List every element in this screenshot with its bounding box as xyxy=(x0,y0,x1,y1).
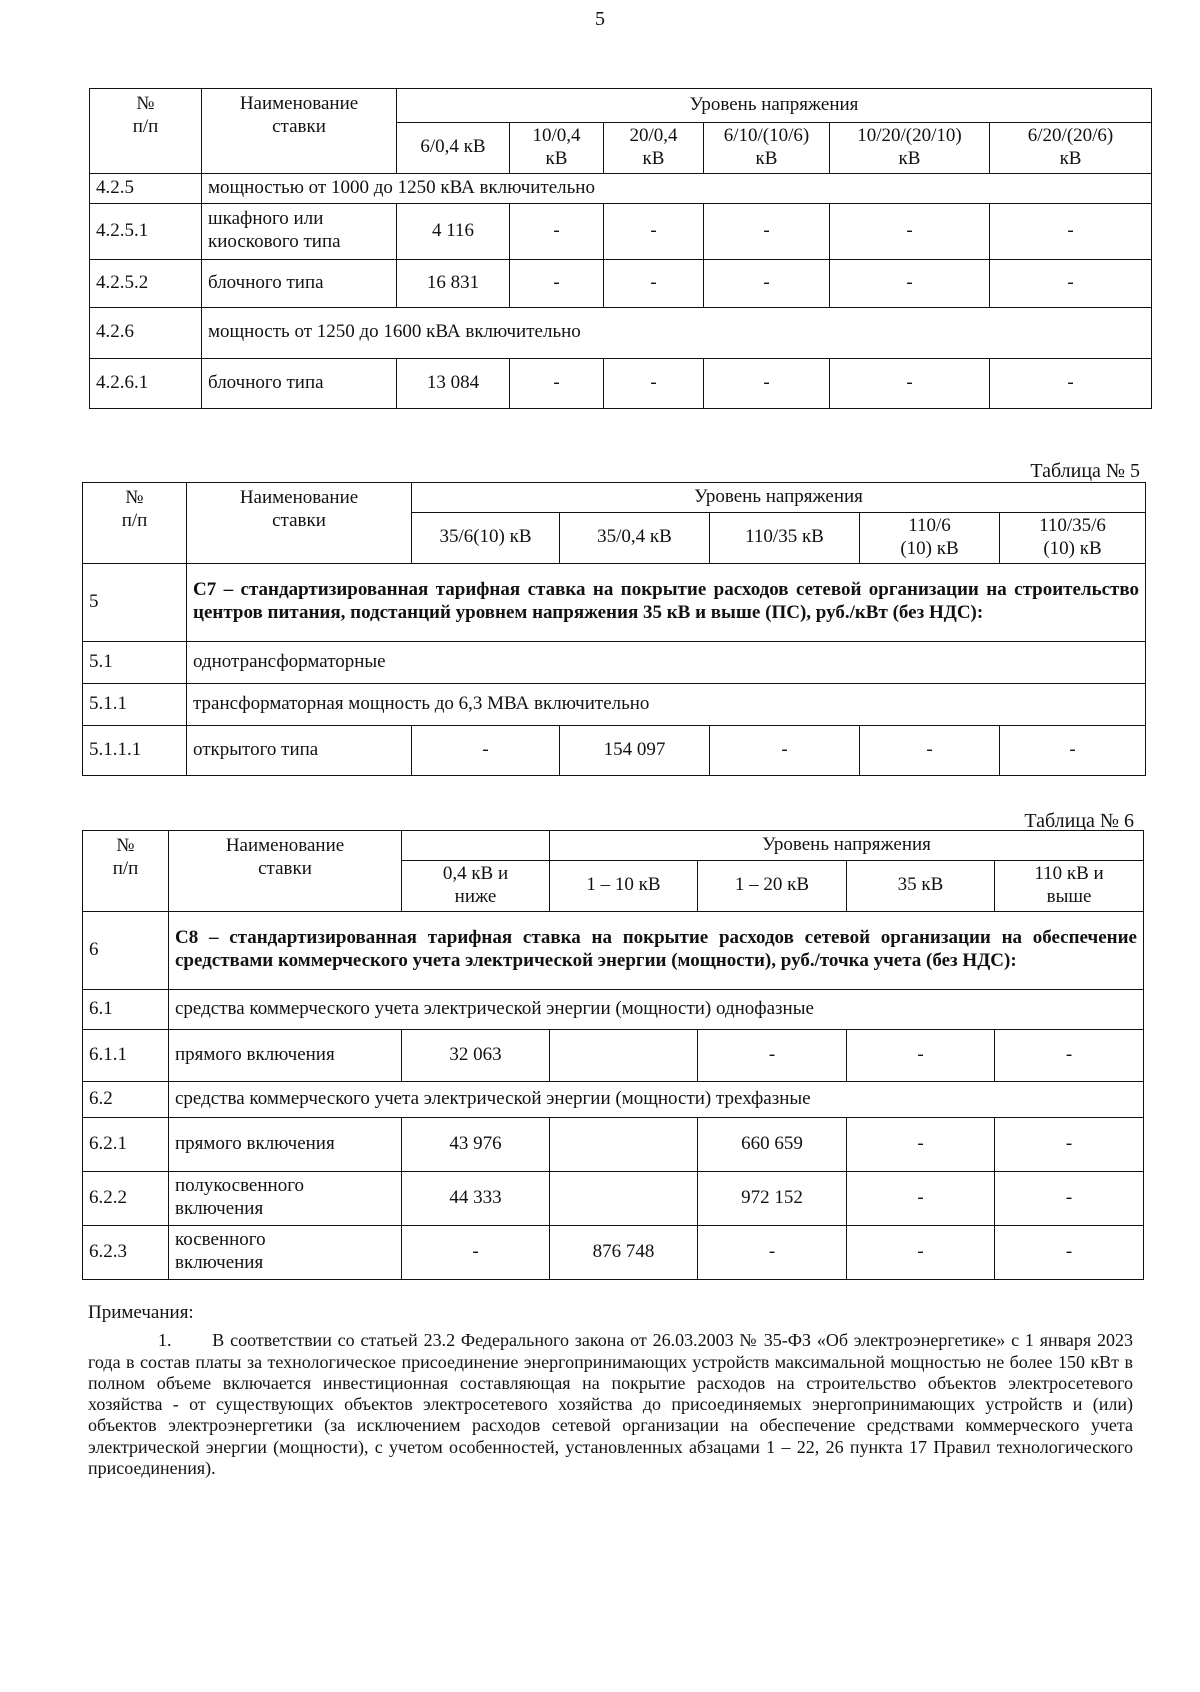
header-col: 35 кВ xyxy=(847,861,995,912)
header-voltage-level: Уровень напряжения xyxy=(397,89,1152,123)
table-row xyxy=(90,203,1152,259)
row-value: 43 976 xyxy=(402,1117,550,1171)
row-value xyxy=(550,1171,698,1225)
row-value: - xyxy=(995,1029,1144,1081)
header-col: 1 – 10 кВ xyxy=(550,861,698,912)
row-num: 4.2.5 xyxy=(90,173,202,203)
row-value: - xyxy=(830,203,990,259)
row-num: 5.1.1.1 xyxy=(83,725,187,775)
row-value: - xyxy=(710,725,860,775)
row-name: блочного типа xyxy=(202,259,397,307)
header-empty-cell xyxy=(402,831,550,861)
row-value: 154 097 xyxy=(560,725,710,775)
header-col: 35/0,4 кВ xyxy=(560,513,710,564)
header-col: 35/6(10) кВ xyxy=(412,513,560,564)
table-row xyxy=(83,1171,1144,1225)
row-value xyxy=(550,1029,698,1081)
row-value: - xyxy=(990,358,1152,408)
row-value: - xyxy=(995,1171,1144,1225)
header-num: № п/п xyxy=(90,89,202,174)
row-value: 4 116 xyxy=(397,203,510,259)
notes-title: Примечания: xyxy=(88,1302,194,1323)
table-6-caption: Таблица № 6 xyxy=(1024,810,1134,832)
table-row xyxy=(90,259,1152,307)
row-name: мощностью от 1000 до 1250 кВА включительно xyxy=(202,173,1152,203)
table-row xyxy=(83,1225,1144,1279)
header-col: 6/0,4 кВ xyxy=(397,123,510,174)
row-value: - xyxy=(1000,725,1146,775)
row-num: 6 xyxy=(83,911,169,989)
row-name: однотрансформаторные xyxy=(187,641,1146,683)
row-value: 660 659 xyxy=(698,1117,847,1171)
row-num: 5.1.1 xyxy=(83,683,187,725)
row-value: - xyxy=(604,358,704,408)
row-value: - xyxy=(402,1225,550,1279)
row-name: открытого типа xyxy=(187,725,412,775)
row-name: С8 – стандартизированная тарифная ставка на покрытие расходов сетевой организации на обеспечение средствами коммерческого учета электрической энергии (мощности), руб./точка учета (без НДС): xyxy=(169,911,1144,989)
row-num: 4.2.5.2 xyxy=(90,259,202,307)
table-row xyxy=(83,1081,1144,1117)
row-value: - xyxy=(847,1029,995,1081)
table-row xyxy=(83,1117,1144,1171)
row-num: 6.2.3 xyxy=(83,1225,169,1279)
header-col: 110/6 (10) кВ xyxy=(860,513,1000,564)
row-value: - xyxy=(698,1029,847,1081)
row-name: С7 – стандартизированная тарифная ставка на покрытие расходов сетевой организации на строительство центров питания, подстанций уровнем напряжения 35 кВ и выше (ПС), руб./кВт (без НДС): xyxy=(187,563,1146,641)
notes-text: 1. В соответствии со статьей 23.2 Федерального закона от 26.03.2003 № 35-ФЗ «Об электроэнергетике» с 1 января 2023 года в состав платы за технологическое присоединение энергопринимающих устройств максимальной мощностью не более 150 кВт в полном объеме включается инвестиционная составляющая на покрытие расходов на строительство объектов электросетевого хозяйства - от существующих объектов электросетевого хозяйства до присоединяемых энергопринимающих устройств и (или) объектов электроэнергетики (за исключением расходов сетевой организации на обеспечение средствами коммерческого учета электрической энергии (мощности), с учетом особенностей, установленных абзацами 1 – 22, 26 пункта 17 Правил технологического присоединения). xyxy=(88,1330,1133,1478)
table-row xyxy=(83,1029,1144,1081)
table-row xyxy=(83,989,1144,1029)
notes-section xyxy=(88,1302,1133,1479)
row-value: - xyxy=(604,259,704,307)
header-col: 110/35 кВ xyxy=(710,513,860,564)
row-value: 13 084 xyxy=(397,358,510,408)
row-name: блочного типа xyxy=(202,358,397,408)
table-row xyxy=(83,641,1146,683)
row-num: 4.2.5.1 xyxy=(90,203,202,259)
row-value: - xyxy=(510,203,604,259)
row-value: - xyxy=(510,358,604,408)
row-num: 5 xyxy=(83,563,187,641)
row-name: средства коммерческого учета электрической энергии (мощности) трехфазные xyxy=(169,1081,1144,1117)
row-num: 6.2.1 xyxy=(83,1117,169,1171)
row-name: полукосвенного включения xyxy=(169,1171,402,1225)
row-num: 6.1.1 xyxy=(83,1029,169,1081)
tariff-table-5 xyxy=(82,482,1146,776)
row-name: прямого включения xyxy=(169,1029,402,1081)
header-name: Наименование ставки xyxy=(202,89,397,174)
header-col: 1 – 20 кВ xyxy=(698,861,847,912)
header-col: 10/0,4 кВ xyxy=(510,123,604,174)
row-value: 876 748 xyxy=(550,1225,698,1279)
row-name: косвенного включения xyxy=(169,1225,402,1279)
header-col: 0,4 кВ и ниже xyxy=(402,861,550,912)
row-num: 6.2 xyxy=(83,1081,169,1117)
header-name: Наименование ставки xyxy=(187,483,412,564)
row-num: 5.1 xyxy=(83,641,187,683)
table-row xyxy=(90,307,1152,358)
row-value: - xyxy=(860,725,1000,775)
page-number: 5 xyxy=(595,8,605,30)
row-name: шкафного или киоскового типа xyxy=(202,203,397,259)
row-value: - xyxy=(698,1225,847,1279)
row-name: средства коммерческого учета электрической энергии (мощности) однофазные xyxy=(169,989,1144,1029)
row-value: 32 063 xyxy=(402,1029,550,1081)
header-num: № п/п xyxy=(83,831,169,912)
row-value: 44 333 xyxy=(402,1171,550,1225)
row-name: прямого включения xyxy=(169,1117,402,1171)
row-value: - xyxy=(830,259,990,307)
table-row xyxy=(83,563,1146,641)
tariff-table-4 xyxy=(89,88,1152,409)
header-col: 6/10/(10/6) кВ xyxy=(704,123,830,174)
row-value: - xyxy=(704,358,830,408)
header-voltage-level: Уровень напряжения xyxy=(412,483,1146,513)
row-num: 4.2.6 xyxy=(90,307,202,358)
row-value: - xyxy=(412,725,560,775)
header-voltage-level: Уровень напряжения xyxy=(550,831,1144,861)
table-row xyxy=(83,911,1144,989)
table-5-caption: Таблица № 5 xyxy=(1030,460,1140,482)
row-name: мощность от 1250 до 1600 кВА включительно xyxy=(202,307,1152,358)
table-row xyxy=(83,683,1146,725)
row-value: - xyxy=(704,259,830,307)
row-value: 16 831 xyxy=(397,259,510,307)
table-row xyxy=(90,173,1152,203)
row-value: 972 152 xyxy=(698,1171,847,1225)
row-name: трансформаторная мощность до 6,3 МВА включительно xyxy=(187,683,1146,725)
row-num: 6.2.2 xyxy=(83,1171,169,1225)
table-row xyxy=(90,358,1152,408)
row-value: - xyxy=(995,1225,1144,1279)
header-col: 10/20/(20/10) кВ xyxy=(830,123,990,174)
header-num: № п/п xyxy=(83,483,187,564)
header-col: 6/20/(20/6) кВ xyxy=(990,123,1152,174)
tariff-table-6 xyxy=(82,830,1144,1280)
row-value: - xyxy=(995,1117,1144,1171)
header-col: 110 кВ и выше xyxy=(995,861,1144,912)
row-value: - xyxy=(990,203,1152,259)
row-value: - xyxy=(510,259,604,307)
header-col: 20/0,4 кВ xyxy=(604,123,704,174)
header-name: Наименование ставки xyxy=(169,831,402,912)
row-value: - xyxy=(847,1117,995,1171)
row-value xyxy=(550,1117,698,1171)
row-value: - xyxy=(704,203,830,259)
row-value: - xyxy=(830,358,990,408)
row-value: - xyxy=(604,203,704,259)
row-value: - xyxy=(847,1171,995,1225)
row-value: - xyxy=(847,1225,995,1279)
table-row xyxy=(83,725,1146,775)
row-value: - xyxy=(990,259,1152,307)
row-num: 6.1 xyxy=(83,989,169,1029)
header-col: 110/35/6 (10) кВ xyxy=(1000,513,1146,564)
row-num: 4.2.6.1 xyxy=(90,358,202,408)
